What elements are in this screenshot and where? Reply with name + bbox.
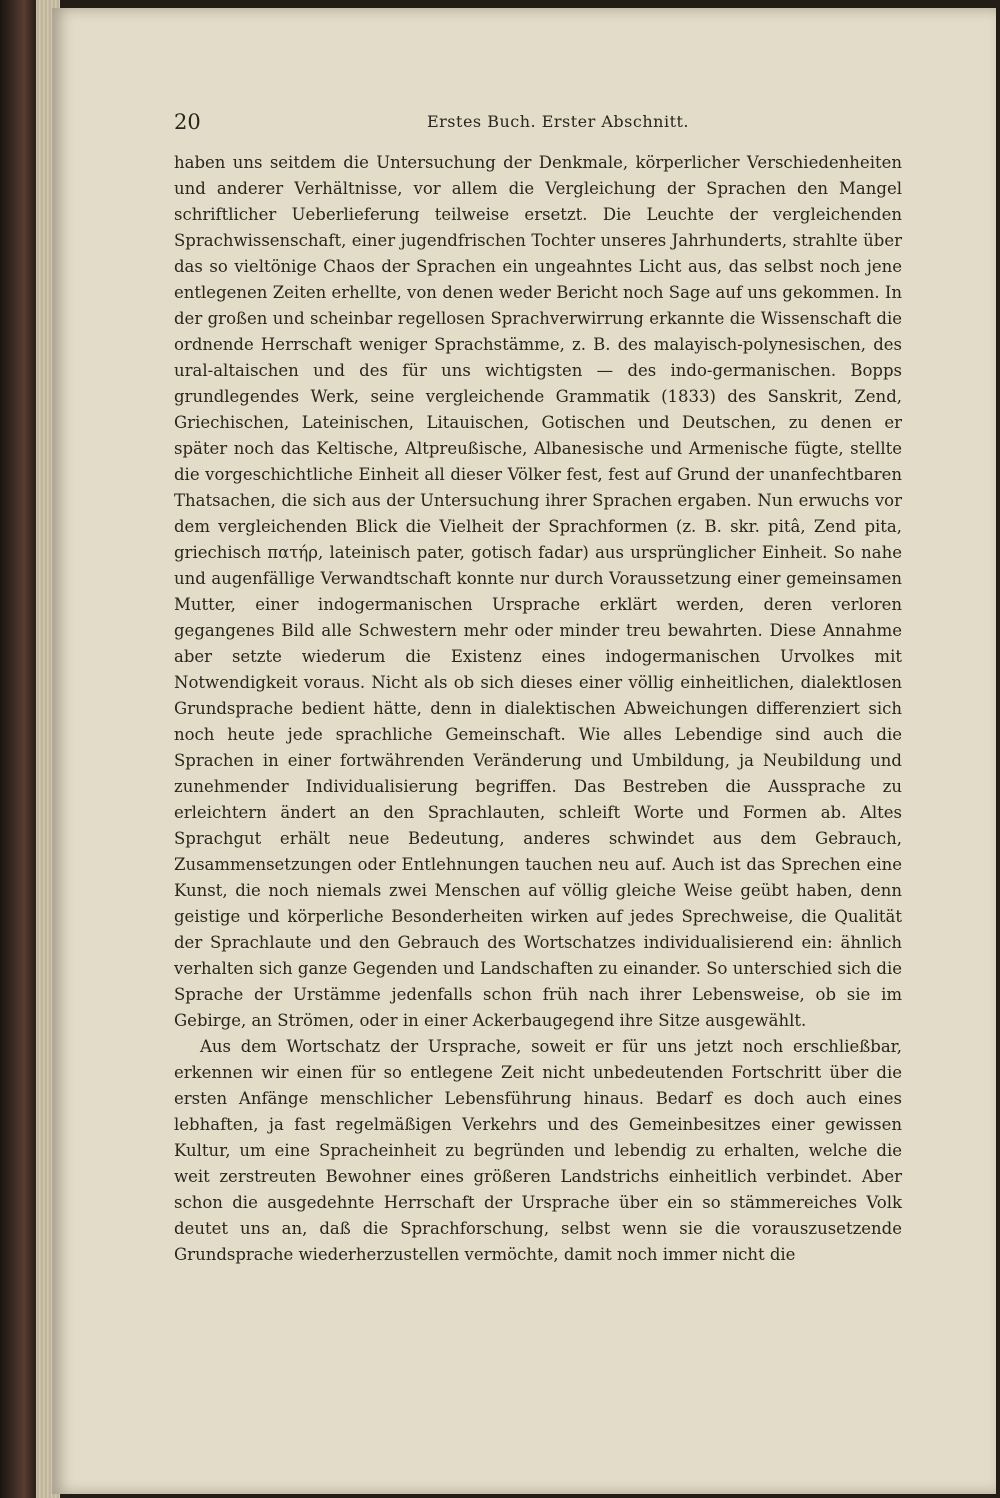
page-header xyxy=(174,110,902,136)
running-title: Erstes Buch. Erster Abschnitt. xyxy=(426,112,690,131)
paragraph: haben uns seitdem die Untersuchung der Denkmale, körperlicher Verschiedenheiten und anderer Verhältnisse, vor allem die Vergleichung der Sprachen den Mangel schriftlicher Ueberlieferung teilweise ersetzt. Die Leuchte der vergleichenden Sprachwissenschaft, einer jugendfrischen Tochter unseres Jahrhunderts, strahlte über das so vieltönige Chaos der Sprachen ein ungeahntes Licht aus, das selbst noch jene entlegenen Zeiten erhellte, von denen weder Bericht noch Sage auf uns gekommen. In der großen und scheinbar regellosen Sprachverwirrung erkannte die Wissenschaft die ordnende Herrschaft weniger Sprachstämme, z. B. des malayisch-polynesischen, des ural-altaischen und des für uns wichtigsten — des indo-germanischen. Bopps grundlegendes Werk, seine vergleichende Grammatik (1833) des Sanskrit, Zend, Griechischen, Lateinischen, Litauischen, Gotischen und Deutschen, zu denen er später noch das Keltische, Altpreußische, Albanesische und Armenische fügte, stellte die vorgeschichtliche Einheit all dieser Völker fest, fest auf Grund der unanfechtbaren Thatsachen, die sich aus der Untersuchung ihrer Sprachen ergaben. Nun erwuchs vor dem vergleichenden Blick die Vielheit der Sprachformen (z. B. skr. pitâ, Zend pita, griechisch πατήρ, lateinisch pater, gotisch fadar) aus ursprünglicher Einheit. So nahe und augenfällige Verwandtschaft konnte nur durch Voraussetzung einer gemeinsamen Mutter, einer indogermanischen Ursprache erklärt werden, deren verloren gegangenes Bild alle Schwestern mehr oder minder treu bewahrten. Diese Annahme aber setzte wiederum die Existenz eines indogermanischen Urvolkes mit Notwendigkeit voraus. Nicht als ob sich dieses einer völlig einheitlichen, dialektlosen Grundsprache bedient hätte, denn in dialektischen Abweichungen differenziert sich noch heute jede sprachliche Gemeinschaft. Wie alles Lebendige sind auch die Sprachen in einer fortwährenden Veränderung und Umbildung, ja Neubildung und zunehmender Individualisierung begriffen. Das Bestreben die Aussprache zu erleichtern ändert an den Sprachlauten, schleift Worte und Formen ab. Altes Sprachgut erhält neue Bedeutung, anderes schwindet aus dem Gebrauch, Zusammensetzungen oder Entlehnungen tauchen neu auf. Auch ist das Sprechen eine Kunst, die noch niemals zwei Menschen auf völlig gleiche Weise geübt haben, denn geistige und körperliche Besonderheiten wirken auf jedes Sprechweise, die Qualität der Sprachlaute und den Gebrauch des Wortschatzes individualisierend ein: ähnlich verhalten sich ganze Gegenden und Landschaften zu einander. So unterschied sich die Sprache der Urstämme jedenfalls schon früh nach ihrer Lebensweise, ob sie im Gebirge, an Strömen, oder in einer Ackerbaugegend ihre Sitze ausgewählt. xyxy=(174,153,902,1030)
paragraph: Aus dem Wortschatz der Ursprache, soweit er für uns jetzt noch erschließbar, erkennen wir einen für so entlegene Zeit nicht unbedeutenden Fortschritt über die ersten Anfänge menschlicher Lebensführung hinaus. Bedarf es doch auch eines lebhaften, ja fast regelmäßigen Verkehrs und des Gemeinbesitzes einer gewissen Kultur, um eine Spracheinheit zu begründen und lebendig zu erhalten, welche die weit zerstreuten Bewohner eines größeren Landstrichs einheitlich verbindet. Aber schon die ausgedehnte Herrschaft der Ursprache über ein so stämmereiches Volk deutet uns an, daß die Sprachforschung, selbst wenn sie die vorauszusetzende Grundsprache wiederherzustellen vermöchte, damit noch immer nicht die xyxy=(174,1037,902,1264)
body-text xyxy=(174,150,902,1268)
page-number: 20 xyxy=(174,110,201,134)
